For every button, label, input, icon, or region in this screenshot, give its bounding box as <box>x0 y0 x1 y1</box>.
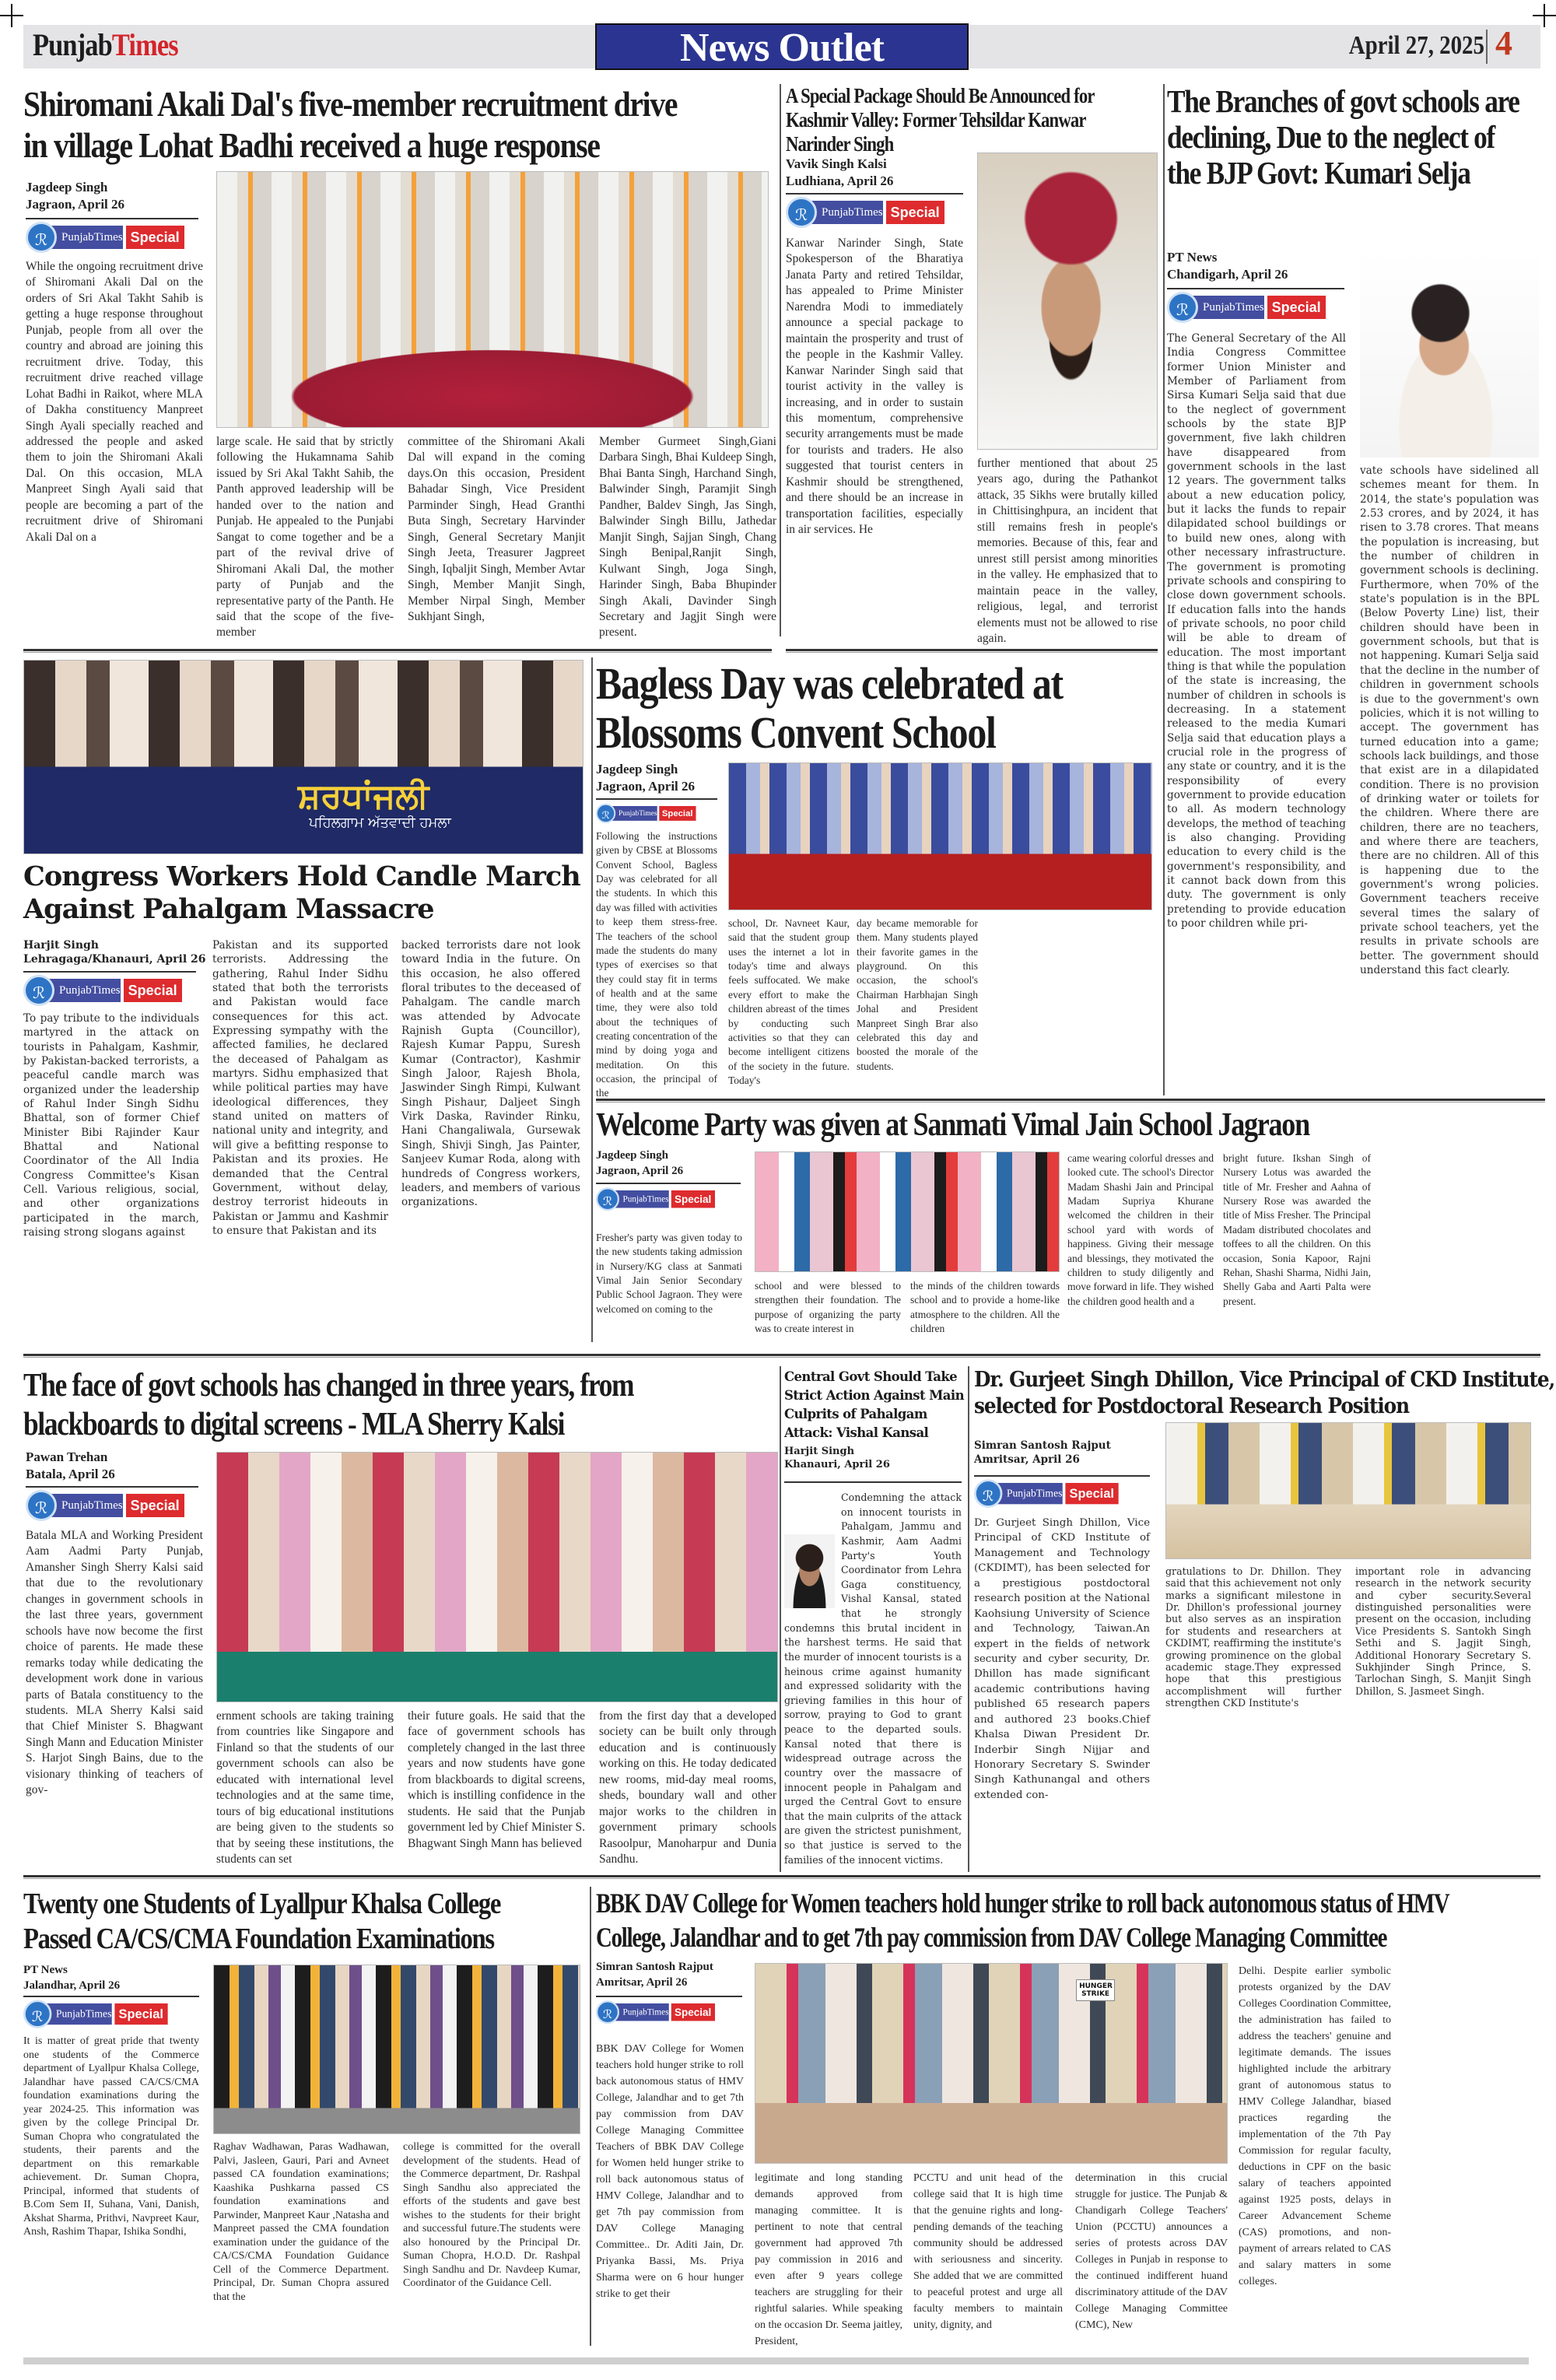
article-column-3: day became memorable for them. Many students played their favorite games in the playground. On this occasion, the school's Chairman Harbhajan Singh Johal and President Manpreet Singh Brar also celebrated this day and boosted the morale of the students. <box>857 917 978 1072</box>
brand-times: Times <box>111 27 178 62</box>
section-rule <box>786 649 1158 653</box>
article-column-4: Member Gurmeet Singh,Giani Darbara Singh, Bhai Kuldeep Singh, Bhai Banta Singh, Harchand Singh, Balwinder Singh, Paramjit Singh Pandher, Baldev Singh, Jas Singh, Balwinder Singh Billu, Jathedar Manjit Singh, Sajjan Singh, Chang Singh Benipal,Ranjit Singh, Kulwant Singh, Joga Singh, Harinder Singh, Baba Bhupinder Singh Akali, Davinder Singh Secretary and Jagjit Singh were present. <box>599 435 776 640</box>
article-welcome-party <box>596 1106 1545 1348</box>
column-divider <box>591 657 593 1342</box>
punjabtimes-special-badge <box>26 1494 184 1517</box>
byline-rule <box>974 1475 1150 1477</box>
byline <box>596 1960 713 1990</box>
photo-kanwar-narinder-singh <box>977 152 1158 450</box>
badge-brand: PunjabTimes <box>1187 296 1264 319</box>
article-selja <box>1167 84 1540 1095</box>
badge-special: Special <box>114 2003 167 2024</box>
headline[interactable] <box>1167 84 1540 191</box>
badge-special: Special <box>1267 296 1326 319</box>
headline[interactable] <box>596 1887 1540 1955</box>
crop-mark-left <box>0 4 23 27</box>
article-column-2: school and were blessed to strengthen their foundation. The purpose of organizing the party was to create interest in <box>755 1280 901 1335</box>
article-column-2: school, Dr. Navneet Kaur, said that the student group uses the internet a lot in today's time and always feels suffocated. We make every effort to make the children abreast of the times by conducting such activities so that they can become intelligent citizens of the society in the future. Today's <box>728 917 850 1086</box>
headline-line-2: in village Lohat Badhi received a huge response <box>23 126 600 166</box>
punjabtimes-special-badge <box>974 1483 1118 1504</box>
byline <box>786 156 893 190</box>
article-kashmir <box>786 84 1159 644</box>
column-divider <box>780 84 781 636</box>
dateline: Jagraon, April 26 <box>596 779 696 794</box>
photo-vishal-kansal <box>784 1534 835 1608</box>
article-column-1: It is matter of great pride that twenty one students of the Commerce department of Lyallpur Khalsa College, Jalandhar have passed CA/CS/CMA foundation examinations during the year 2024-25. This information was given by the college Principal Dr. Suman Chopra who congratulated the students, their parents and the department on this remarkable achievement. Dr. Suman Chopra, Principal, informed that students of B.Com Sem II, Suhana, Vani, Danish, Akshat Sharma, Prithvi, Navpreet Kaur, Ansh, Rashim Thapar, Ishika Sondhi, <box>23 2035 199 2238</box>
badge-special: Special <box>124 979 182 1002</box>
author: PT News <box>23 1964 68 1976</box>
article-body: Condemning the attack on innocent tourists in Pahalgam, Jammu and Kashmir, Aam Aadmi Party's Youth Coordinator from Lehra Gaga constituency, Vishal Kansal, stated that he strongly condemns this brutal incident in the harshest terms. He said that the murder of innocent tourists is a heinous crime against humanity and expressed solidarity with the grieving families in this hour of sorrow, praying to God to grant peace to the departed souls. Kansal noted that there is widespread outrage across the country over the massacre of innocent people in Pahalgam and urged the Central Govt to ensure that the main culprits of the attack are given the strictest punishment, so that justice is served to the families of the innocent victims. <box>784 1491 962 1866</box>
badge-special: Special <box>126 1494 184 1517</box>
author: Vavik Singh Kalsi <box>786 156 887 171</box>
article-column-5: bright future. Ikshan Singh of Nursery Lotus was awarded the title of Mr. Fresher and Aahna of Nursery Rose was awarded the title of Miss Fresher. The Principal Madam distributed chocolates and toffees to all the children. On this occasion, Sonia Kapoor, Rajni Rehan, Shashi Sharma, Nidhi Jain, Shelly Gaba and Aarti Palta were present. <box>1223 1152 1371 1307</box>
punjabtimes-logo-icon: ℛ <box>596 804 615 823</box>
badge-brand: PunjabTimes <box>806 201 883 224</box>
article-column-3: PCCTU and unit head of the college said that It is high time that the genuine rights and long-pending demands of the teaching community should be addressed with seriousness and sincerity. She added that we are committed to peaceful protest and urge all faculty members to maintain unity, dignity, and <box>913 2172 1063 2331</box>
author: Jagdeep Singh <box>596 1149 668 1162</box>
headline-line-1: BBK DAV College for Women teachers hold hunger strike to roll back autonomous status of HMV <box>596 1888 1449 1919</box>
headline-line-1: Shiromani Akali Dal's five-member recruitment drive <box>23 85 678 124</box>
dateline: Jalandhar, April 26 <box>23 1979 121 1992</box>
byline <box>26 179 124 213</box>
article-column-3: college is committed for the overall development of the students. Head of the Commerce department, Dr. Rashpal Singh Sandhu also appreciated the efforts of the students and gave best wishes to the students for their bright and successful future.The students were also honoured by the Principal Dr. Suman Chopra, H.O.D. Dr. Rashpal Singh Sandhu and Dr. Navdeep Kumar, Coordinator of the Guidance Cell. <box>403 2141 580 2289</box>
author: Jagdeep Singh <box>596 762 678 776</box>
dateline: Batala, April 26 <box>26 1467 115 1482</box>
dateline: Khanauri, April 26 <box>784 1458 890 1470</box>
photo-lkc-students <box>213 1965 580 2134</box>
punjabtimes-special-badge <box>1167 296 1326 319</box>
punjabtimes-logo-icon: ℛ <box>596 1187 619 1211</box>
section-rule <box>23 649 772 653</box>
byline <box>26 1449 115 1483</box>
byline-rule <box>26 1486 198 1488</box>
badge-brand: PunjabTimes <box>612 1190 669 1208</box>
section-rule <box>596 1099 1545 1102</box>
page-number-divider <box>1486 30 1488 64</box>
brand-logo[interactable] <box>33 26 178 63</box>
headline-line-2: College, Jalandhar and to get 7th pay commission from DAV College Managing Committee <box>596 1921 1387 1953</box>
punjabtimes-logo-icon: ℛ <box>23 2000 51 2028</box>
punjabtimes-logo-icon: ℛ <box>1167 292 1198 323</box>
headline[interactable] <box>23 861 580 926</box>
author: Simran Santosh Rajput <box>974 1439 1111 1452</box>
headline-line-2: blackboards to digital screens - MLA Sherry Kalsi <box>23 1407 565 1443</box>
punjabtimes-logo-icon: ℛ <box>786 197 817 228</box>
photo-banner-subtext: ਪਹਿਲਗਾਮ ਅੱਤਵਾਦੀ ਹਮਲਾ <box>309 815 451 832</box>
badge-special: Special <box>659 806 696 821</box>
byline-rule <box>596 1183 741 1184</box>
byline-rule <box>784 1481 962 1483</box>
article-column-2: vate schools have sidelined all schemes meant for them. In 2014, the state's population was 2.53 crores, and by 2024, it has risen to 3.78 crores. That means the population is increasing, but the number of children in government schools is declining. Furthermore, when 70% of the state's population is in the BPL (Below Poverty Line) list, their children should have been in government schools, but that is not happening. Kumari Selja said that the decline in the number of children in government schools is due to the government's own policies, which it is not willing to accept. The government has turned education into a game; schools lack buildings, and those that exist are in a dilapidated condition. There is no provision of drinking water or toilets for the children. Where there are children, there are no teachers, and where there are teachers, there are no children. All of this is happening due to the government's wrong policies. Government teachers receive several times the salary of private school teachers, yet the results in private schools are better. The government should understand this fact clearly. <box>1360 464 1539 977</box>
article-column-1: The General Secretary of the All India Congress Committee former Union Minister and Member of Parliament from Sirsa Kumari Selja said that due to the neglect of government schools by the state BJP government, five lakh children have disappeared from government schools in the last 12 years. The government talks about a new education policy, but it lacks the funds to repair dilapidated school buildings or to build new ones, along with other necessary infrastructure. The government is promoting private schools and conspiring to close down government schools. If education falls into the hands of private schools, no poor child will be able to dream of education. The most important thing is that while the population of the state is increasing, the number of children in schools is decreasing. In a statement released to the media Kumari Selja said that education plays a crucial role in the progress of any state or country, and it is the responsibility of every government to provide education to all. As modern technology develops, the method of teaching is also changing. Providing education to every child is the government's responsibility, and it cannot back down from this duty. The government is only pretending to provide education to poor children while pri- <box>1167 332 1346 931</box>
photo-candle-march <box>23 660 584 854</box>
dateline: Lehragaga/Khanauri, April 26 <box>23 953 206 966</box>
badge-brand: PunjabTimes <box>44 979 121 1002</box>
punjabtimes-logo-icon: ℛ <box>26 222 57 253</box>
punjabtimes-logo-icon: ℛ <box>596 2000 619 2024</box>
bottom-rule <box>23 2357 1529 2364</box>
byline <box>596 1148 683 1179</box>
badge-special: Special <box>126 226 184 249</box>
photo-yoga-students <box>728 762 1152 910</box>
headline[interactable] <box>596 660 1156 757</box>
badge-brand: PunjabTimes <box>993 1483 1063 1504</box>
article-dr-dhillon <box>974 1366 1555 1880</box>
punjabtimes-special-badge <box>786 201 944 224</box>
headline[interactable] <box>784 1368 965 1442</box>
article-column-1: Following the instructions given by CBSE at Blossoms Convent School, Bagless Day was celebrated for all the students. In which this day was filled with activities to keep them stress-free. The teachers of the school made the students do many types of exercises so that they could stay fit in terms of health and at the same time, they were also told about the techniques of creating concentration of the mind by doing yoga and meditation. On this occasion, the principal of the <box>596 830 717 1099</box>
badge-special: Special <box>671 2003 714 2021</box>
author: Jagdeep Singh <box>26 180 108 195</box>
headline[interactable] <box>596 1106 1545 1145</box>
article-column-3: their future goals. He said that the face of government schools has completely changed in the last three years and now students have gone from blackboards to digital screens, which is instilling confidence in the students. He said that the Punjab government led by Chief Minister S. Bhagwant Singh Mann has believed <box>408 1709 585 1850</box>
headline-line-1: Dr. Gurjeet Singh Dhillon, Vice Principal of CKD Institute, <box>974 1367 1555 1392</box>
photo-sign-hunger-strike: HUNGER STRIKE <box>1076 1979 1115 2001</box>
byline <box>784 1446 890 1472</box>
article-column-1: Fresher's party was given today to the new students taking admission in Nursery/KG class at Sanmati Vimal Jain Senior Secondary Public School Jagraon. They were welcomed on coming to the <box>596 1232 742 1315</box>
badge-special: Special <box>886 201 944 224</box>
article-column-4: from the first day that a developed society can be built only through education and is continuously working on this. He today dedicated new rooms, mid-day meal rooms, sheds, boundary wall and other major works to the children in government primary schools Rasoolpur, Manoharpur and Dunia Sandhu. <box>599 1709 776 1866</box>
author: Pawan Trehan <box>26 1449 108 1464</box>
article-text <box>784 1491 962 1867</box>
column-divider <box>780 1366 781 1872</box>
article-column-4: came wearing colorful dresses and looked cute. The school's Director Madam Shashi Jain and Principal Madam Supriya Khurane welcomed the children in their school yard with words of happiness. Giving their message and blessings, they motivated the children to study diligently and move forward in life. They wished the children good health and a <box>1067 1152 1214 1307</box>
section-rule <box>23 1354 1540 1358</box>
article-column-2: ernment schools are taking training from countries like Singapore and Finland so that the students of our government schools can also be educated with international level technologies and at the same time, tours of big educational institutions are being given to the students so that by seeing these institutions, the students can set <box>216 1709 394 1866</box>
headline[interactable] <box>23 84 770 166</box>
badge-special: Special <box>1065 1483 1118 1504</box>
headline-line-2: selected for Postdoctoral Research Position <box>974 1393 1409 1419</box>
crop-mark-right <box>1533 4 1556 27</box>
headline-line-2: Passed CA/CS/CMA Foundation Examinations <box>23 1922 494 1955</box>
punjabtimes-special-badge <box>596 2003 715 2021</box>
article-lyallpur-khalsa <box>23 1887 584 2354</box>
byline <box>23 1963 120 1993</box>
badge-brand: PunjabTimes <box>46 226 123 249</box>
section-title: News Outlet <box>595 23 969 70</box>
issue-date: April 27, 2025 <box>1348 31 1484 60</box>
byline <box>596 761 695 795</box>
article-column-3: important role in advancing research in the network security and cyber security.Several distinguished personalities were present on the occasion, including Vice Presidents S. Santokh Singh Sethi and S. Jagjit Singh, Additional Honorary Secretary S. Sukhjinder Singh Prince, S. Tarlochan Singh, S. Manjit Singh Dhillon, S. Jasmeet Singh. <box>1355 1565 1531 1697</box>
dateline: Chandigarh, April 26 <box>1167 267 1288 282</box>
article-column-2: further mentioned that about 25 years ago, during the Pathankot attack, 35 Sikhs were brutally killed in Chittisinghpura, an incident that still remains fresh in people's memories. Because of this, fear and unrest still persist among minorities in the valley. He emphasized that to maintain peace in the valley, religious, legal, and terrorist elements must not be allowed to rise again. <box>977 457 1158 645</box>
headline-line-2: Blossoms Convent School <box>596 706 996 758</box>
photo-kumari-selja <box>1360 251 1539 457</box>
badge-brand: PunjabTimes <box>608 806 657 821</box>
article-column-4: determination in this crucial struggle for justice. The Punjab & Chandigarh College Teachers' Union (PCCTU) announces a series of protests across DAV Colleges in Punjab in response to the continued indifferent huand discriminatory attitude of the DAV College Managing Committee (CMC), New <box>1075 2172 1228 2331</box>
article-bbk-dav-hunger-strike <box>596 1887 1540 2354</box>
headline-line-1: Bagless Day was celebrated at <box>596 658 1063 709</box>
article-column-1: While the ongoing recruitment drive of Shiromani Akali Dal on the orders of Sri Akal Takht Sahib is getting a huge response throughout Punjab, people from all over the country and abroad are joining this recruitment drive. Today, this recruitment drive reached village Lohat Badhi in Raikot, where MLA of Dakha constituency Manpreet Singh Ayali specially reached and addressed the people and asked them to join the Shiromani Akali Dal. On this occasion, MLA Manpreet Singh Ayali said that people are becoming a part of the recruitment drive of Shiromani Akali Dal on a <box>26 260 203 544</box>
punjabtimes-special-badge <box>596 1190 715 1208</box>
article-column-3: backed terrorists dare not look toward India in the future. On this occasion, he also offered floral tributes to the deceased of Pahalgam. The candle march was attended by Advocate Rajnish Gupta (Councillor), Rajesh Kumar Pappu, Suresh Kumar (Contractor), Kashmir Singh Jaloor, Rajesh Bhola, Jaswinder Singh Rimpi, Kulwant Singh Pishaur, Daljeet Singh Virk Daska, Ravinder Rinku, Hani Changaliwala, Gursewak Singh, Shivji Singh, Jas Painter, Sanjeev Kumar Roda, along with hundreds of Congress workers, leaders, and members of various organizations. <box>401 939 580 1209</box>
headline[interactable] <box>23 1366 778 1445</box>
punjabtimes-logo-icon: ℛ <box>974 1479 1002 1507</box>
headline[interactable] <box>23 1887 584 1957</box>
headline-text: The Branches of govt schools are declining, Due to the neglect of the BJP Govt: Kumari Selja <box>1167 83 1519 191</box>
article-vishal-kansal <box>784 1368 965 1866</box>
article-column-1: To pay tribute to the individuals martyred in the attack on tourists in Pahalgam, Kashmir, by Pakistan-backed terrorists, a peaceful candle march was organized under the leadership of Rahul Inder Singh Sidhu Bhattal, son of former Chief Minister Bibi Rajinder Kaur Bhattal and National Coordinator of the All India Congress Committee's Kisan Cell. Various religious, social, and other organizations participated in the march, raising strong slogans against <box>23 1012 199 1239</box>
headline[interactable] <box>974 1366 1555 1420</box>
punjabtimes-logo-icon: ℛ <box>26 1490 57 1521</box>
article-akali <box>23 84 776 644</box>
headline-text: A Special Package Should Be Announced for Kashmir Valley: Former Tehsildar Kanwar Narinder Singh <box>786 84 1095 156</box>
byline-rule <box>786 193 963 195</box>
byline-rule <box>596 1996 742 1997</box>
headline-line-1: Twenty one Students of Lyallpur Khalsa College <box>23 1888 501 1920</box>
badge-special: Special <box>671 1190 714 1208</box>
headline[interactable] <box>786 84 1159 156</box>
article-column-5: Delhi. Despite earlier symbolic protests organized by the DAV Colleges Coordination Committee, the administration has failed to address the teachers' genuine and legitimate demands. The issues highlighted include the arbitrary grant of autonomous status to HMV College Jalandhar, biased practices regarding the implementation of the 7th Pay Commission for regular faculty, deductions in CPF on the basic salary of teachers appointed against 1925 posts, delays in Career Advancement Scheme (CAS) promotions, and non-payment of arrears related to CAS and salary matters in some colleges. <box>1239 1965 1391 2287</box>
article-column-2: legitimate and long standing demands approved from managing committee. It is pertinent to note that central government had approved 7th pay commission in 2016 and even after 9 years college teachers are struggling for their rightful salaries. While speaking on the occasion Dr. Seema jaitley, President, <box>755 2172 902 2347</box>
article-column-1: Batala MLA and Working President Aam Aadmi Party Punjab, Amansher Singh Sherry Kalsi said that due to the revolutionary changes in government schools in the last three years, government schools have now become the first choice of parents. He made these remarks today while dedicating the development work done in various parts of Batala constituency to the students. MLA Sherry Kalsi said that Chief Minister S. Bhagwant Singh Mann and Education Minister S. Harjot Singh Bains, due to the visionary thinking of teachers of gov- <box>26 1529 203 1797</box>
dateline: Amritsar, April 26 <box>974 1453 1080 1466</box>
article-column-2: gratulations to Dr. Dhillon. They said that this achievement not only marks a significant milestone in Dr. Dhillon's professional journey but also serves as an inspiration for students and researchers at CKDIMT, reaffirming the institute's growing prominence on the global academic stage.They expressed hope that this prestigious accomplishment will further strengthen CKD Institute's <box>1165 1565 1341 1709</box>
photo-hunger-strike <box>755 1963 1228 2164</box>
author: PT News <box>1167 250 1218 265</box>
author: Harjit Singh <box>784 1446 855 1457</box>
byline <box>23 938 206 966</box>
headline-text: Welcome Party was given at Sanmati Vimal Jain School Jagraon <box>596 1107 1309 1143</box>
punjabtimes-special-badge <box>26 226 184 249</box>
photo-school-dedication <box>216 1452 778 1702</box>
photo-recruitment-gathering <box>216 171 769 428</box>
byline-rule <box>23 1996 199 1997</box>
article-column-3: the minds of the children towards school and to provide a home-like atmosphere to the children. All the children <box>910 1280 1060 1335</box>
byline <box>974 1439 1111 1467</box>
punjabtimes-special-badge <box>23 979 182 1002</box>
dateline: Amritsar, April 26 <box>596 1975 688 1989</box>
byline-rule <box>1167 288 1344 289</box>
article-column-2: Raghav Wadhawan, Paras Wadhawan, Palvi, Jasleen, Gauri, Pari and Avneet passed CA foundation examinations; Kaashika Pushkarna passed CS foundation examinations and Parwinder, Manpreet Kaur ,Natasha and Manpreet passed the CMA foundation examination under the guidance of the CA/CS/CMA Foundation Guidance Cell of the Commerce Department. Principal, Dr. Suman Chopra assured that the <box>213 2141 389 2303</box>
article-candle-march <box>23 660 587 1344</box>
headline-line-1: Congress Workers Hold Candle March <box>23 861 580 892</box>
photo-welcome-party-kids <box>755 1151 1060 1272</box>
article-column-3: committee of the Shiromani Akali Dal will expand in the coming days.On this occasion, President Bahadar Singh, Vice President Parminder Singh, Head Granthi Buta Singh, Secretary Harvinder Singh, General Secretary Manjit Singh Jeeta, Treasurer Jagpreet Singh, Iqbaljit Singh, Member Avtar Singh, Member Manjit Singh, Member Nirpal Singh, Member Sukhjant Singh, <box>408 435 585 623</box>
article-column-2: Pakistan and its supported terrorists. Addressing the gathering, Rahul Inder Sidhu stated that both the terrorists and Pakistan would face consequences for this act. Expressing sympathy with the affected families, he declared the deceased of Pahalgam as martyrs. Sidhu emphasized that while political parties may have ideological differences, they stand united on matters of national unity and integrity, and will give a befitting response to Pakistan and its proxies. He demanded that the Central Government, without delay, destroy terrorist hideouts in Pakistan or Jammu and Kashmir to ensure that Pakistan and its <box>212 939 388 1237</box>
punjabtimes-special-badge <box>596 806 696 821</box>
punjabtimes-special-badge <box>23 2003 167 2024</box>
article-column-2: large scale. He said that by strictly following the Hukamnama Sahib issued by Sri Akal Takht Sahib, the Panth approved leadership will be handed over to the nation and Punjab. He appealed to the Punjabi Sangat to come together and be a part of the revival drive of Shiromani Akali Dal, the mother party of Punjab and the representative party of the Panth. He said that the scope of the five-member <box>216 435 394 640</box>
brand-punjab: Punjab <box>33 27 112 62</box>
section-rule <box>23 1875 1540 1879</box>
dateline: Jagraon, April 26 <box>596 1164 684 1177</box>
article-column-1: Kanwar Narinder Singh, State Spokesperson of the Bharatiya Janata Party and retired Tehsildar, has appealed to Prime Minister Narendra Modi to immediately announce a special package to maintain the prosperity and trust of the people in the Kashmir Valley. Kanwar Narinder Singh said that tourist activity in the valley is increasing, and in order to sustain this momentum, comprehensive security arrangements must be made for tourists and traders. He also suggested that tourist centers in Kashmir should be strengthened, and there should be an increase in transportation facilities, especially in air services. He <box>786 237 963 537</box>
author: Simran Santosh Rajput <box>596 1961 713 1973</box>
badge-brand: PunjabTimes <box>42 2003 112 2024</box>
column-divider <box>1163 84 1165 1095</box>
byline <box>1167 249 1288 283</box>
badge-brand: PunjabTimes <box>612 2003 669 2021</box>
article-bagless-day <box>596 658 1156 1099</box>
headline-line-2: Against Pahalgam Massacre <box>23 893 434 925</box>
article-column-1: BBK DAV College for Women teachers hold hunger strike to roll back autonomous status of HMV College, Jalandhar and to get 7th pay commission from DAV College Managing Committee Teachers of BBK DAV College for Women held hunger strike to roll back autonomous status of HMV College, Jalandhar and to get 7th pay commission from DAV College Managing Committee.. Dr. Aditi Jain, Dr. Priyanka Bassi, Ms. Priya Sharma were on 6 hour hunger strike to get their <box>596 2043 744 2300</box>
headline-text: Central Govt Should Take Strict Action Against Main Culprits of Pahalgam Attack: Vishal Kansal <box>784 1369 964 1440</box>
punjabtimes-logo-icon: ℛ <box>23 975 54 1006</box>
column-divider <box>968 1366 969 1872</box>
badge-brand: PunjabTimes <box>46 1494 123 1517</box>
photo-ckd-institute <box>1165 1422 1531 1559</box>
byline-rule <box>596 798 717 800</box>
author: Harjit Singh <box>23 939 99 952</box>
headline-line-1: The face of govt schools has changed in three years, from <box>23 1368 634 1404</box>
dateline: Jagraon, April 26 <box>26 197 125 212</box>
article-batala-schools <box>23 1366 778 1866</box>
dateline: Ludhiana, April 26 <box>786 174 894 189</box>
article-column-1: Dr. Gurjeet Singh Dhillon, Vice Principal of CKD Institute of Management and Technology (CKDIMT), has been selected for a prestigious postdoctoral research position at the National Kaohsiung University of Science and Technology, Taiwan.An expert in the fields of network security and cyber security, Dr. Dhillon has made significant academic contributions having published 65 research papers and authored 23 books.Chief Khalsa Diwan President Dr. Inderbir Singh Nijjar and Honorary Secretary S. Swinder Singh Kathunangal and others extended con- <box>974 1517 1150 1801</box>
byline-rule <box>23 971 196 973</box>
photo-banner-text: ਸ਼ਰਧਾਂਜਲੀ <box>297 776 429 816</box>
column-divider <box>590 1887 591 2346</box>
page-number: 4 <box>1495 24 1512 62</box>
byline-rule <box>26 218 198 219</box>
